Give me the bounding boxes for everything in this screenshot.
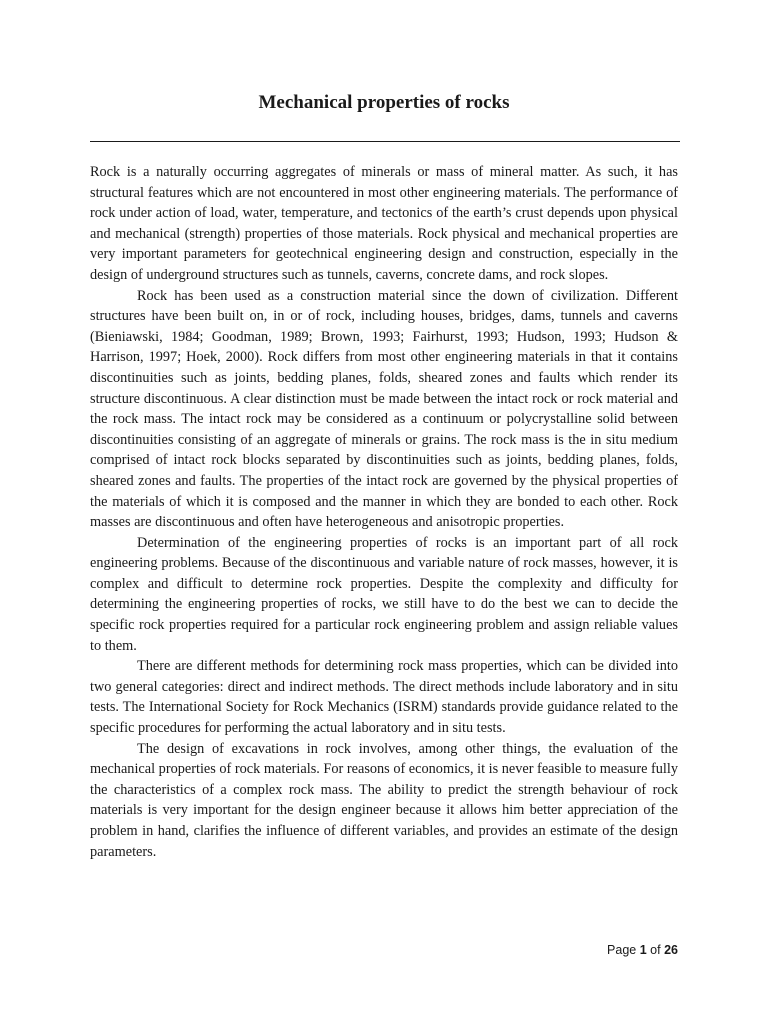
paragraph: The design of excavations in rock involves, among other things, the evaluation of the mechanical properties of rock materials. For reasons of economics, it is never feasible to measure fully the characteristics of a complex rock mass. The ability to predict the strength behaviour of rock materials is very important for the design engineer because it allows him better appreciation of the problem in hand, clarifies the influence of different variables, and provides an estimate of the design parameters. bbox=[90, 740, 678, 860]
page-total: 26 bbox=[664, 943, 678, 957]
page-of: of bbox=[650, 943, 661, 957]
document-body bbox=[90, 162, 678, 862]
paragraph: Rock has been used as a construction material since the down of civilization. Different structures have been built on, in or of rock, including houses, bridges, dams, tunnels and caverns (Bieniawski, 1984; Goodman, 1989; Brown, 1993; Fairhurst, 1993; Hudson, 1993; Hudson & Harrison, 1997; Hoek, 2000). Rock differs from most other engineering materials in that it contains discontinuities such as joints, bedding planes, folds, sheared zones and faults which render its structure discontinuous. A clear distinction must be made between the intact rock or rock material and the rock mass. The intact rock may be considered as a continuum or polycrystalline solid between discontinuities consisting of an aggregate of minerals or grains. The rock mass is the in situ medium comprised of intact rock blocks separated by discontinuities such as joints, bedding planes, folds, sheared zones and faults. The properties of the intact rock are governed by the physical properties of the materials of which it is composed and the manner in which they are bonded to each other. Rock masses are discontinuous and often have heterogeneous and anisotropic properties. bbox=[90, 287, 678, 531]
paragraph: Determination of the engineering properties of rocks is an important part of all rock engineering problems. Because of the discontinuous and variable nature of rock masses, however, it is complex and difficult to determine rock properties. Despite the complexity and difficulty for determining the engineering properties of rocks, we still have to do the best we can to decide the specific rock properties required for a particular rock engineering problem and assign reliable values to them. bbox=[90, 534, 678, 654]
page-current: 1 bbox=[639, 943, 647, 957]
page-number bbox=[607, 943, 678, 957]
title-divider bbox=[90, 141, 680, 142]
paragraph: Rock is a naturally occurring aggregates of minerals or mass of mineral matter. As such, it has structural features which are not encountered in most other engineering materials. The performance of rock under action of load, water, temperature, and tectonics of the earth’s crust depends upon physical and mechanical (strength) properties of those materials. Rock physical and mechanical properties are very important parameters for geotechnical engineering design and construction, especially in the design of underground structures such as tunnels, caverns, concrete dams, and rock slopes. bbox=[90, 164, 678, 283]
page-title: Mechanical properties of rocks bbox=[258, 92, 510, 113]
page-word: Page bbox=[607, 943, 637, 957]
paragraph: There are different methods for determining rock mass properties, which can be divided into two general categories: direct and indirect methods. The direct methods include laboratory and in situ tests. The International Society for Rock Mechanics (ISRM) standards provide guidance related to the specific procedures for performing the actual laboratory and in situ tests. bbox=[90, 658, 678, 737]
